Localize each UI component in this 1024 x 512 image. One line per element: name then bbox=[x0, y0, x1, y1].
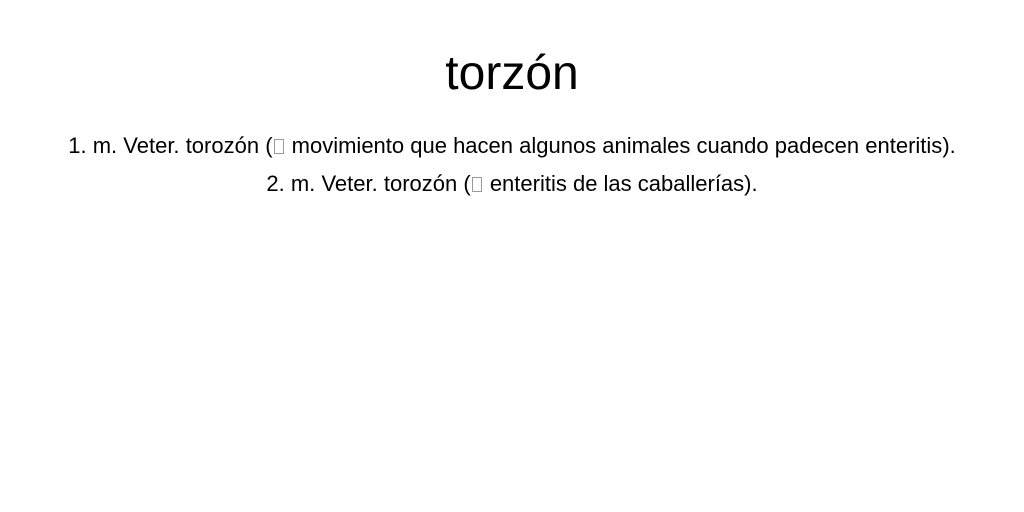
close-paren: ). bbox=[744, 171, 758, 196]
grammatical-category: m. bbox=[92, 133, 118, 158]
domain-marker: Veter. bbox=[321, 171, 378, 196]
senses-list bbox=[47, 127, 977, 203]
dictionary-entry bbox=[0, 0, 1024, 203]
domain-marker: Veter. bbox=[123, 133, 180, 158]
cross-reference-link[interactable]: torozón bbox=[383, 171, 458, 196]
sense-number: 1. bbox=[68, 133, 87, 158]
entry-headword: torzón bbox=[445, 47, 579, 100]
sense-definition: movimiento que hacen algunos animales cuando padecen enteritis bbox=[291, 133, 943, 158]
open-paren: ( bbox=[463, 171, 471, 196]
missing-glyph-icon bbox=[472, 177, 482, 192]
sense-1 bbox=[47, 127, 977, 165]
missing-glyph-icon bbox=[274, 139, 284, 154]
cross-reference-link[interactable]: torozón bbox=[185, 133, 260, 158]
grammatical-category: m. bbox=[290, 171, 316, 196]
sense-definition: enteritis de las caballerías bbox=[489, 171, 745, 196]
sense-number: 2. bbox=[266, 171, 285, 196]
close-paren: ). bbox=[942, 133, 956, 158]
sense-2 bbox=[47, 165, 977, 203]
open-paren: ( bbox=[265, 133, 273, 158]
